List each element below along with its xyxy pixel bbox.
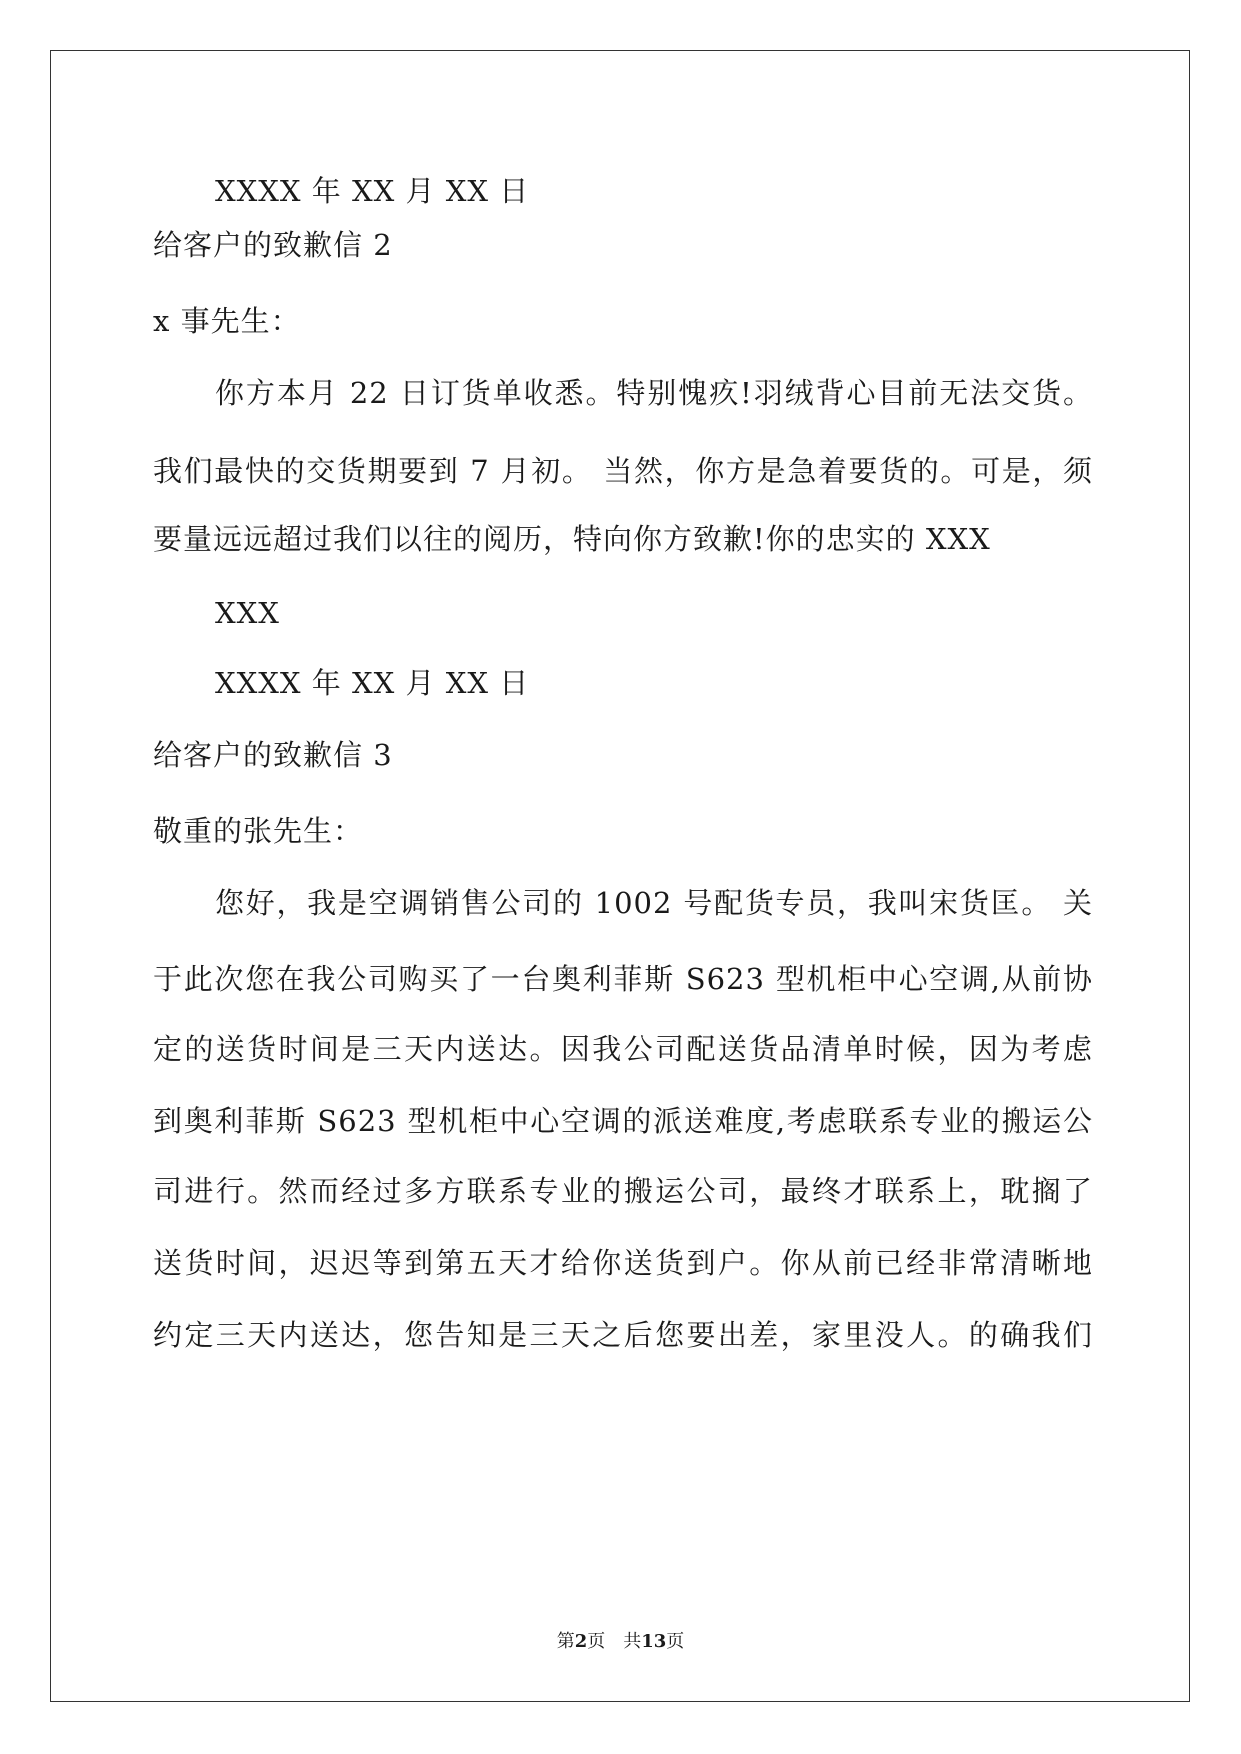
paragraph-line: 送货时间，迟迟等到第五天才给你送货到户。你从前已经非常清晰地 — [153, 1246, 1093, 1280]
paragraph-line: 司进行。然而经过多方联系专业的搬运公司，最终才联系上，耽搁了 — [153, 1174, 1093, 1208]
paragraph-line: 于此次您在我公司购买了一台奥利菲斯 S623 型机柜中心空调,从前协 — [153, 962, 1093, 996]
page-suffix: 页 — [587, 1631, 606, 1652]
letter-heading: 给客户的致歉信 3 — [153, 738, 393, 772]
paragraph-line: 到奥利菲斯 S623 型机柜中心空调的派送难度,考虑联系专业的搬运公 — [153, 1104, 1093, 1138]
paragraph-line: 你方本月 22 日订货单收悉。特别愧疚!羽绒背心目前无法交货。 — [215, 376, 1093, 410]
paragraph-line: 我们最快的交货期要到 7 月初。 当然，你方是急着要货的。可是，须 — [153, 454, 1093, 488]
page-prefix: 第 — [556, 1631, 575, 1652]
paragraph-line: 要量远远超过我们以往的阅历，特向你方致歉!你的忠实的 XXX — [153, 522, 991, 556]
salutation: x 事先生： — [153, 304, 301, 338]
total-suffix: 页 — [666, 1631, 685, 1652]
page-total: 13 — [641, 1631, 667, 1652]
date-line: XXXX 年 XX 月 XX 日 — [215, 174, 530, 208]
signature-name: XXX — [215, 596, 280, 630]
date-line: XXXX 年 XX 月 XX 日 — [215, 666, 530, 700]
page-current: 2 — [574, 1631, 588, 1652]
page-border — [50, 50, 1190, 1702]
letter-heading: 给客户的致歉信 2 — [153, 228, 393, 262]
paragraph-line: 约定三天内送达，您告知是三天之后您要出差，家里没人。的确我们 — [153, 1318, 1093, 1352]
paragraph-line: 您好，我是空调销售公司的 1002 号配货专员，我叫宋货匡。 关 — [215, 886, 1093, 920]
paragraph-line: 定的送货时间是三天内送达。因我公司配送货品清单时候，因为考虑 — [153, 1032, 1093, 1066]
total-prefix: 共 — [623, 1631, 642, 1652]
salutation: 敬重的张先生： — [153, 814, 364, 848]
page-footer — [0, 1630, 1241, 1654]
